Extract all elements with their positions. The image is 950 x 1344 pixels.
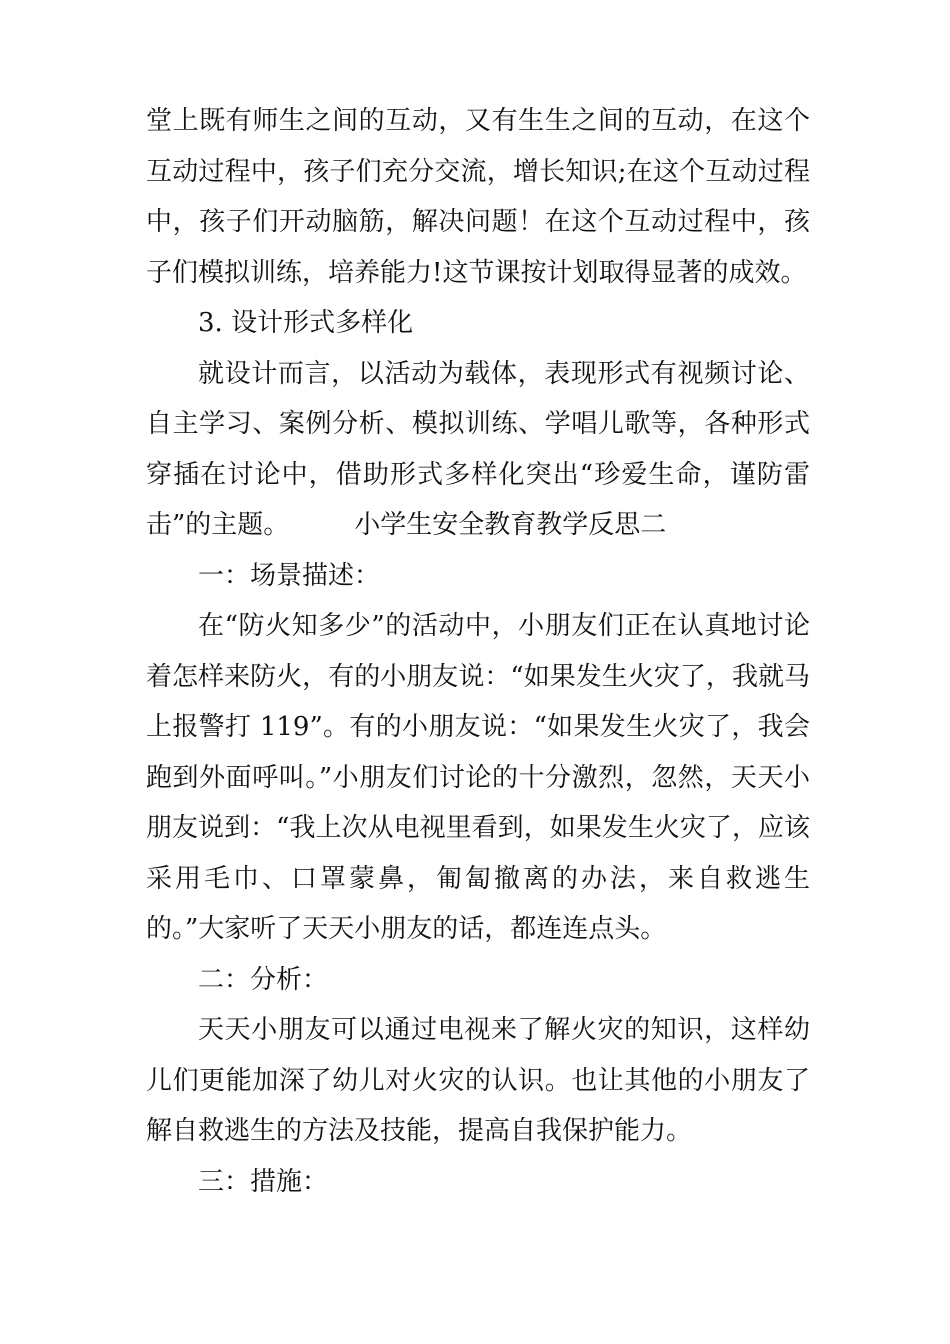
paragraph-analysis: 天天小朋友可以通过电视来了解火灾的知识，这样幼儿们更能加深了幼儿对火灾的认识。也让其他的小朋友了解自救逃生的方法及技能，提高自我保护能力。: [146, 1015, 810, 1146]
paragraph-design-forms: 就设计而言，以活动为载体，表现形式有视频讨论、自主学习、案例分析、模拟训练、学唱儿歌等，各种形式穿插在讨论中，借助形式多样化突出“珍爱生命，谨防雷击”的主题。 小学生安全教育教学反思二: [146, 358, 810, 540]
document-body: [146, 96, 810, 1207]
section-heading-scene-description: 一：场景描述：: [198, 560, 381, 591]
section-heading-analysis: 二：分析：: [198, 964, 329, 995]
section-heading-design-forms: 3. 设计形式多样化: [198, 308, 414, 338]
section-heading-measures: 三：措施：: [198, 1166, 329, 1197]
paragraph-scene-description: 在“防火知多少”的活动中，小朋友们正在认真地讨论着怎样来防火，有的小朋友说：“如果发生火灾了，我就马上报警打 119”。有的小朋友说：“如果发生火灾了，我会跑到外面呼叫。”小朋友们讨论的十分激烈，忽然，天天小朋友说到：“我上次从电视里看到，如果发生火灾了，应该采用毛巾、口罩蒙鼻，匍匐撤离的办法，来自救逃生的。”大家听了天天小朋友的话，都连连点头。: [146, 611, 810, 944]
paragraph-continuation: 堂上既有师生之间的互动，又有生生之间的互动，在这个互动过程中，孩子们充分交流，增长知识;在这个互动过程中，孩子们开动脑筋，解决问题！在这个互动过程中，孩子们模拟训练，培养能力!这节课按计划取得显著的成效。: [146, 106, 810, 288]
